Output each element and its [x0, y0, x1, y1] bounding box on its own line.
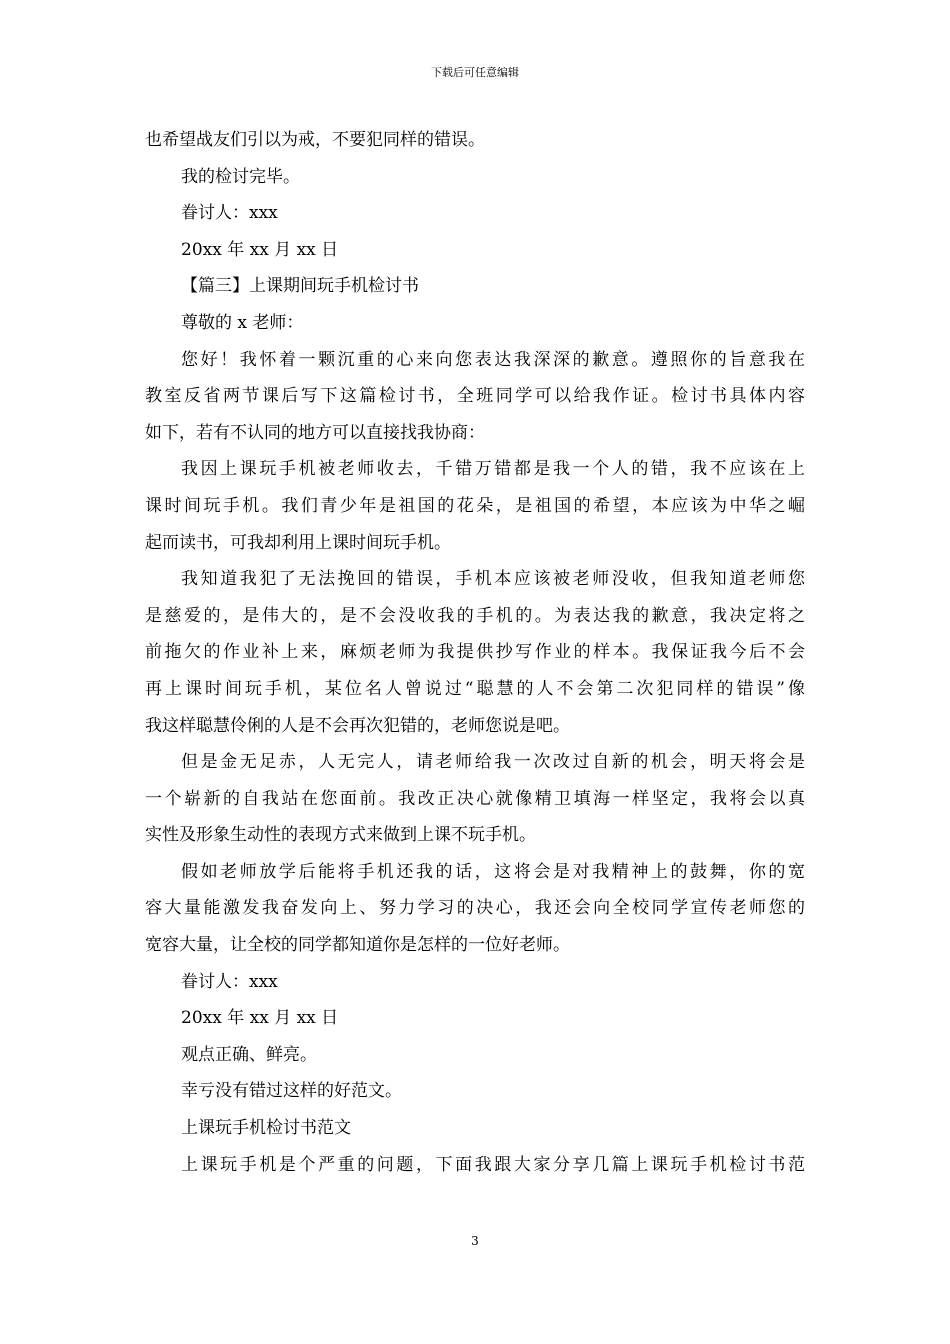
document-body: [145, 122, 805, 1183]
text-line: 前拖欠的作业补上来，麻烦老师为我提供抄写作业的样本。我保证我今后不会: [145, 642, 805, 663]
text-line: 是慈爱的，是伟大的，是不会没收我的手机的。为表达我的歉意，我决定将之: [145, 605, 805, 626]
text-line: 再上课时间玩手机，某位名人曾说过“聪慧的人不会第二次犯同样的错误”像: [145, 678, 805, 699]
text-line: 【篇三】上课期间玩手机检讨书: [181, 276, 419, 297]
text-line: 假如老师放学后能将手机还我的话，这将会是对我精神上的鼓舞，你的宽: [181, 861, 805, 882]
text-line: 实性及形象生动性的表现方式来做到上课不玩手机。: [145, 825, 536, 846]
text-line: 容大量能激发我奋发向上、努力学习的决心，我还会向全校同学宣传老师您的: [145, 898, 805, 919]
page-number: 3: [471, 1234, 479, 1248]
text-line: 也希望战友们引以为戒，不要犯同样的错误。: [145, 130, 485, 150]
text-line: 尊敬的 x 老师：: [181, 312, 304, 333]
text-line: 但是金无足赤，人无完人，请老师给我一次改过自新的机会，明天将会是: [181, 752, 805, 773]
text-line: 一个崭新的自我站在您面前。我改正决心就像精卫填海一样坚定，我将会以真: [145, 788, 805, 809]
text-line: 幸亏没有错过这样的好范文。: [181, 1081, 402, 1102]
page-header-note: 下载后可任意编辑: [431, 66, 519, 79]
text-line: 上课玩手机检讨书范文: [181, 1118, 351, 1139]
text-line: 20xx 年 xx 月 xx 日: [181, 1008, 339, 1029]
text-line: 教室反省两节课后写下这篇检讨书，全班同学可以给我作证。检讨书具体内容: [145, 386, 805, 407]
text-line: 眷讨人：xxx: [181, 203, 278, 224]
text-line: 我知道我犯了无法挽回的错误，手机本应该被老师没收，但我知道老师您: [181, 569, 805, 590]
text-line: 观点正确、鲜亮。: [181, 1044, 317, 1065]
text-line: 眷讨人：xxx: [181, 971, 278, 992]
text-line: 上课玩手机是个严重的问题，下面我跟大家分享几篇上课玩手机检讨书范: [181, 1154, 805, 1175]
text-line: 您好！我怀着一颗沉重的心来向您表达我深深的歉意。遵照你的旨意我在: [181, 349, 805, 370]
text-line: 我这样聪慧伶俐的人是不会再次犯错的，老师您说是吧。: [145, 715, 570, 736]
text-line: 课时间玩手机。我们青少年是祖国的花朵，是祖国的希望，本应该为中华之崛: [145, 495, 805, 516]
text-line: 起而读书，可我却利用上课时间玩手机。: [145, 532, 451, 553]
text-line: 如下，若有不认同的地方可以直接找我协商：: [145, 422, 485, 443]
text-line: 我因上课玩手机被老师收去，千错万错都是我一个人的错，我不应该在上: [181, 459, 805, 480]
text-line: 20xx 年 xx 月 xx 日: [181, 239, 339, 260]
text-line: 我的检讨完毕。: [181, 166, 300, 187]
text-line: 宽容大量，让全校的同学都知道你是怎样的一位好老师。: [145, 935, 570, 956]
